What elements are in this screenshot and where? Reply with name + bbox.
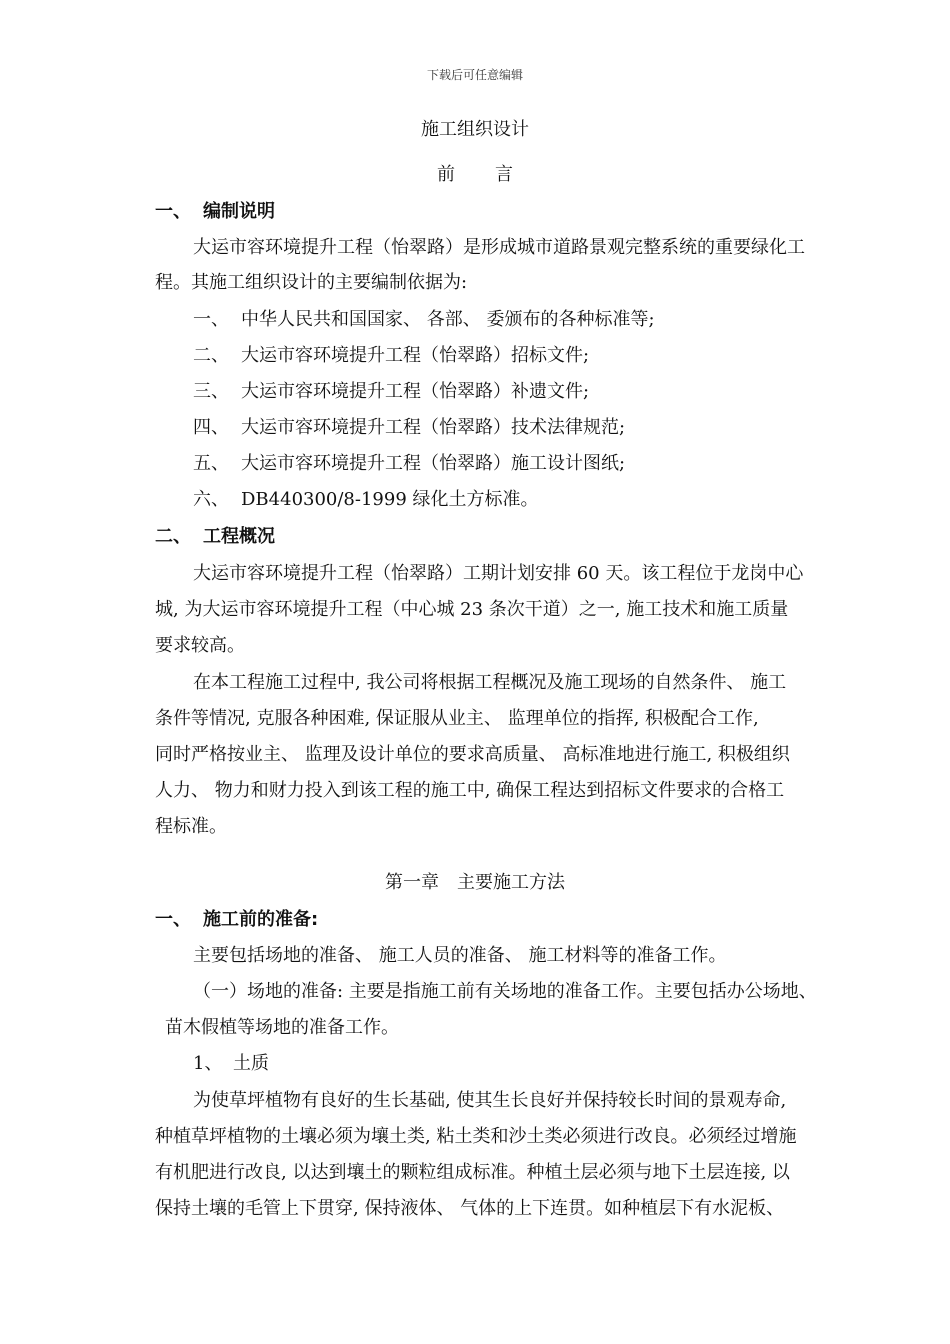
paragraph-line: 为使草坪植物有良好的生长基础, 使其生长良好并保持较长时间的景观寿命,	[193, 1090, 787, 1111]
paragraph-line: 在本工程施工过程中, 我公司将根据工程概况及施工现场的自然条件、 施工	[193, 672, 787, 693]
item-text: 中华人民共和国国家、 各部、 委颁布的各种标准等;	[241, 309, 655, 330]
paragraph-line: （一）场地的准备: 主要是指施工前有关场地的准备工作。主要包括办公场地、	[193, 981, 817, 1002]
item-number: 六、	[193, 489, 229, 510]
section-title: 工程概况	[203, 526, 275, 547]
item-text: 大运市容环境提升工程（怡翠路）招标文件;	[241, 345, 590, 366]
basis-item	[193, 377, 589, 403]
section-number: 一、	[155, 201, 191, 222]
paragraph-line: 种植草坪植物的土壤必须为壤土类, 粘土类和沙土类必须进行改良。必须经过增施	[155, 1126, 797, 1147]
item-text: 大运市容环境提升工程（怡翠路）施工设计图纸;	[241, 453, 626, 474]
paragraph-line: 苗木假植等场地的准备工作。	[165, 1017, 399, 1038]
basis-item	[193, 449, 625, 475]
preface-title: 前言	[437, 164, 553, 185]
item-text: DB440300/8-1999 绿化土方标准。	[241, 489, 539, 510]
basis-item	[193, 485, 539, 511]
basis-item	[193, 341, 589, 367]
paragraph-line: 城, 为大运市容环境提升工程（中心城 23 条次干道）之一, 施工技术和施工质量	[155, 599, 789, 620]
paragraph-line: 主要包括场地的准备、 施工人员的准备、 施工材料等的准备工作。	[193, 945, 727, 966]
paragraph-line: 程标准。	[155, 816, 227, 837]
paragraph-line: 程。其施工组织设计的主要编制依据为:	[155, 272, 468, 293]
paragraph-line: 要求较高。	[155, 635, 245, 656]
section-number: 一、	[155, 909, 191, 930]
subsection-heading	[193, 1049, 269, 1075]
paragraph-line: 有机肥进行改良, 以达到壤土的颗粒组成标准。种植土层必须与地下土层连接, 以	[155, 1162, 790, 1183]
item-number: 五、	[193, 453, 229, 474]
subsection-number: 1、	[193, 1053, 223, 1074]
paragraph-line: 人力、 物力和财力投入到该工程的施工中, 确保工程达到招标文件要求的合格工	[155, 780, 785, 801]
section-title: 编制说明	[203, 201, 275, 222]
page-header: 下载后可任意编辑	[426, 68, 523, 82]
item-number: 一、	[193, 309, 229, 330]
document-title: 施工组织设计	[421, 119, 529, 140]
section-number: 二、	[155, 526, 191, 547]
basis-item	[193, 305, 655, 331]
basis-item	[193, 413, 625, 439]
section-heading-2	[155, 522, 275, 548]
paragraph-line: 同时严格按业主、 监理及设计单位的要求高质量、 高标准地进行施工, 积极组织	[155, 744, 790, 765]
section-title: 施工前的准备:	[203, 909, 319, 930]
paragraph-line: 保持土壤的毛管上下贯穿, 保持液体、 气体的上下连贯。如种植层下有水泥板、	[155, 1198, 785, 1219]
item-number: 三、	[193, 381, 229, 402]
subsection-title: 土质	[233, 1053, 269, 1074]
item-text: 大运市容环境提升工程（怡翠路）补遗文件;	[241, 381, 590, 402]
item-number: 二、	[193, 345, 229, 366]
chapter-title: 第一章 主要施工方法	[385, 872, 565, 893]
section-heading-1	[155, 197, 275, 223]
paragraph-line: 条件等情况, 克服各种困难, 保证服从业主、 监理单位的指挥, 积极配合工作,	[155, 708, 759, 729]
paragraph-line: 大运市容环境提升工程（怡翠路）工期计划安排 60 天。该工程位于龙岗中心	[193, 563, 804, 584]
item-text: 大运市容环境提升工程（怡翠路）技术法律规范;	[241, 417, 626, 438]
chapter-section-heading	[155, 905, 318, 931]
item-number: 四、	[193, 417, 229, 438]
paragraph-line: 大运市容环境提升工程（怡翠路）是形成城市道路景观完整系统的重要绿化工	[193, 237, 805, 258]
